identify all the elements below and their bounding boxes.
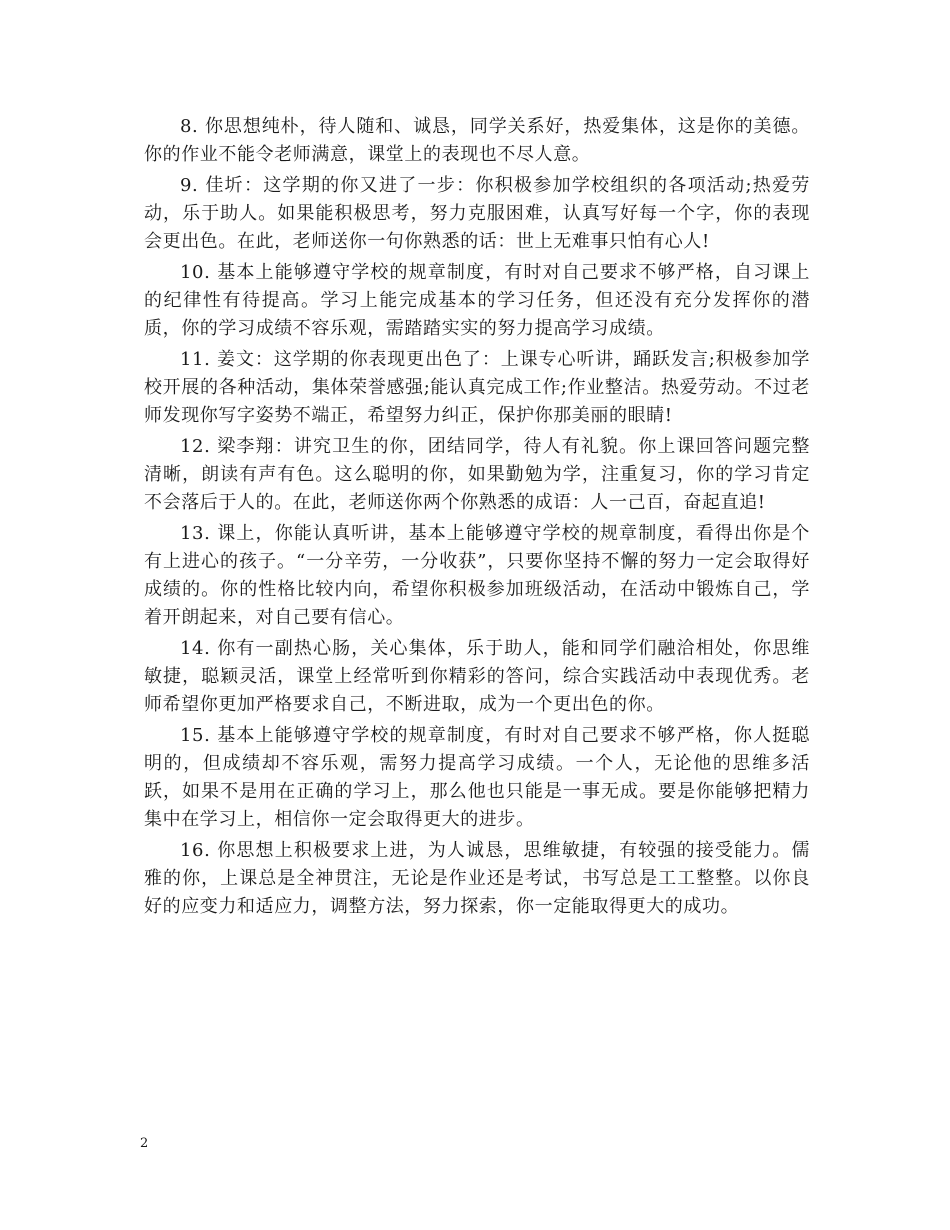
comment-paragraph-12: 12. 梁李翔：讲究卫生的你，团结同学，待人有礼貌。你上课回答问题完整清晰，朗读有声有色。这么聪明的你，如果勤勉为学，注重复习，你的学习肯定不会落后于人的。在此，老师送你两个你熟悉的成语：人一己百，奋起直追! [144,436,810,513]
comment-paragraph-11: 11. 姜文：这学期的你表现更出色了：上课专心听讲，踊跃发言;积极参加学校开展的各种活动，集体荣誉感强;能认真完成工作;作业整洁。热爱劳动。不过老师发现你写字姿势不端正，希望努力纠正，保护你那美丽的眼睛! [144,349,810,426]
comment-paragraph-10: 10. 基本上能够遵守学校的规章制度，有时对自己要求不够严格，自习课上的纪律性有待提高。学习上能完成基本的学习任务，但还没有充分发挥你的潜质，你的学习成绩不容乐观，需踏踏实实的努力提高学习成绩。 [144,262,810,339]
page-number: 2 [140,1136,149,1151]
comment-paragraph-15: 15. 基本上能够遵守学校的规章制度，有时对自己要求不够严格，你人挺聪明的，但成绩却不容乐观，需努力提高学习成绩。一个人，无论他的思维多活跃，如果不是用在正确的学习上，那么他也只能是一事无成。要是你能够把精力集中在学习上，相信你一定会取得更大的进步。 [144,725,810,830]
comment-paragraph-14: 14. 你有一副热心肠，关心集体，乐于助人，能和同学们融洽相处，你思维敏捷，聪颖灵活，课堂上经常听到你精彩的答问，综合实践活动中表现优秀。老师希望你更加严格要求自己，不断进取，成为一个更出色的你。 [144,638,810,715]
comment-paragraph-13: 13. 课上，你能认真听讲，基本上能够遵守学校的规章制度，看得出你是个有上进心的孩子。“一分辛劳，一分收获”，只要你坚持不懈的努力一定会取得好成绩的。你的性格比较内向，希望你积极参加班级活动，在活动中锻炼自己，学着开朗起来，对自己要有信心。 [144,523,810,628]
document-body [144,113,810,924]
comment-paragraph-8: 8. 你思想纯朴，待人随和、诚恳，同学关系好，热爱集体，这是你的美德。你的作业不能令老师满意，课堂上的表现也不尽人意。 [144,116,810,165]
comment-paragraph-16: 16. 你思想上积极要求上进，为人诚恳，思维敏捷，有较强的接受能力。儒雅的你，上课总是全神贯注，无论是作业还是考试，书写总是工工整整。以你良好的应变力和适应力，调整方法，努力探索，你一定能取得更大的成功。 [144,840,810,917]
comment-paragraph-9: 9. 佳圻：这学期的你又进了一步：你积极参加学校组织的各项活动;热爱劳动，乐于助人。如果能积极思考，努力克服困难，认真写好每一个字，你的表现会更出色。在此，老师送你一句你熟悉的话：世上无难事只怕有心人! [144,175,810,252]
